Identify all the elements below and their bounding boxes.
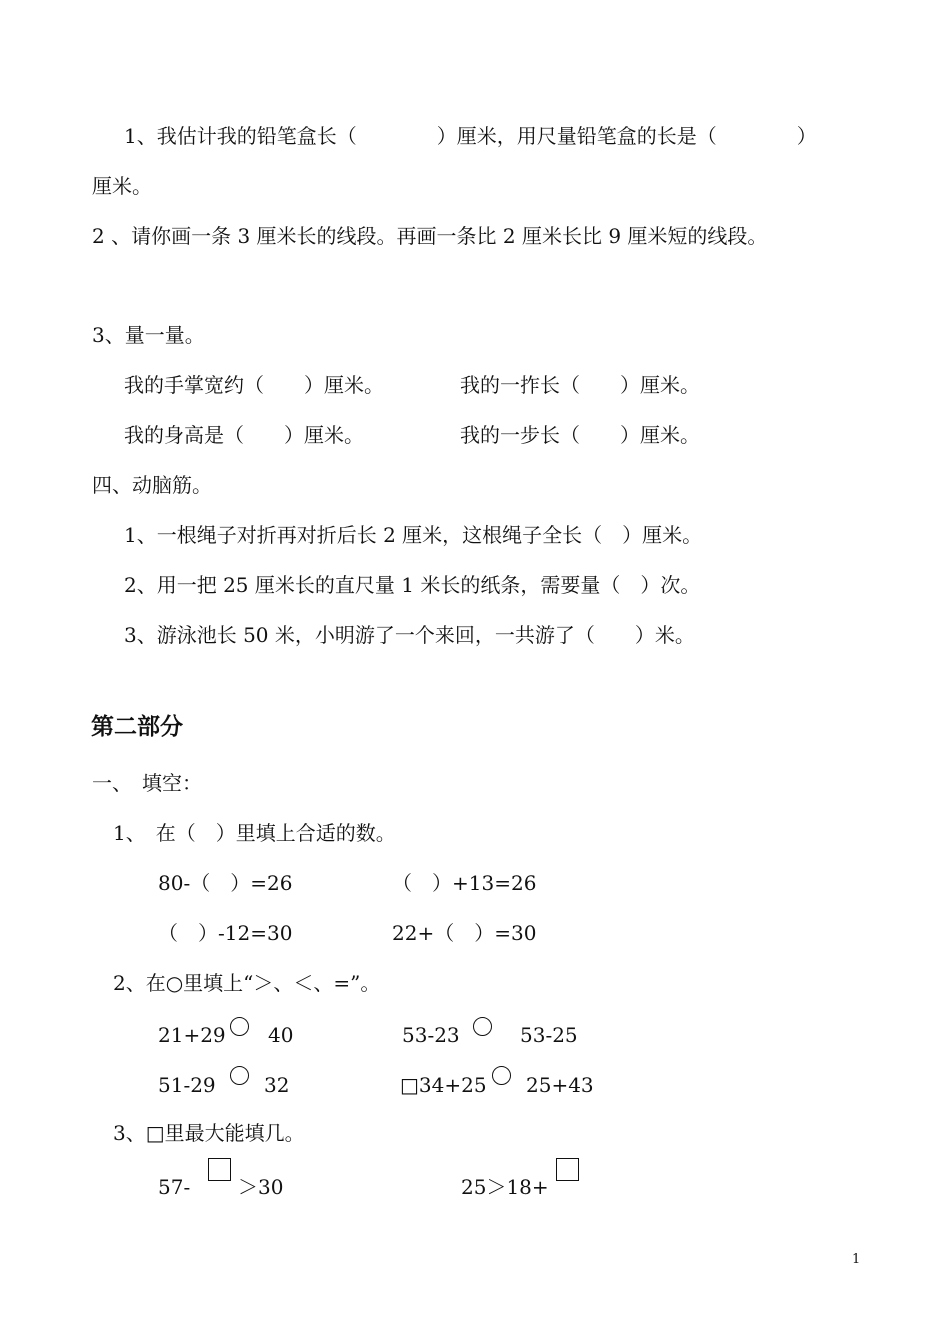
part2-q1-title: 1、 在（ ）里填上合适的数。 [113, 821, 396, 845]
square-icon[interactable] [208, 1158, 231, 1181]
part2-heading: 第二部分 [91, 714, 183, 740]
part2-q2-title: 2、在○里填上“＞、＜、=”。 [113, 971, 381, 995]
square-icon[interactable] [556, 1158, 579, 1181]
box-a-left: 57- [158, 1175, 191, 1199]
circle-icon[interactable] [230, 1066, 249, 1085]
section4-q1: 1、一根绳子对折再对折后长 2 厘米，这根绳子全长（ ）厘米。 [124, 523, 703, 547]
part2-q3-title: 3、□里最大能填几。 [113, 1121, 305, 1145]
equation-d: 22+（ ）=30 [392, 921, 537, 945]
section4-q2: 2、用一把 25 厘米长的直尺量 1 米长的纸条，需要量（ ）次。 [124, 573, 701, 597]
q3-title: 3、量一量。 [92, 323, 205, 347]
q1-line1: 1、我估计我的铅笔盒长（ ）厘米，用尺量铅笔盒的长是（ ） [124, 124, 817, 148]
q1-line2: 厘米。 [92, 174, 152, 198]
q2-text: 2 、请你画一条 3 厘米长的线段。再画一条比 2 厘米长比 9 厘米短的线段。 [92, 224, 768, 248]
q3-height: 我的身高是（ ）厘米。 [124, 423, 364, 447]
equation-c: （ ）-12=30 [158, 921, 293, 945]
part2-section1-title: 一、 填空： [92, 771, 202, 795]
compare-c-right: 32 [264, 1073, 290, 1097]
compare-d-right: 25+43 [526, 1073, 594, 1097]
equation-a: 80-（ ）=26 [158, 871, 293, 895]
box-b-left: 25＞18+ [461, 1175, 549, 1199]
compare-a-right: 40 [268, 1023, 294, 1047]
compare-a-left: 21+29 [158, 1023, 226, 1047]
q3-step-length: 我的一步长（ ）厘米。 [460, 423, 700, 447]
box-a-right: ＞30 [238, 1175, 284, 1199]
compare-b-left: 53-23 [402, 1023, 460, 1047]
compare-b-right: 53-25 [520, 1023, 578, 1047]
circle-icon[interactable] [230, 1017, 249, 1036]
equation-b: （ ）+13=26 [392, 871, 537, 895]
circle-icon[interactable] [473, 1017, 492, 1036]
compare-c-left: 51-29 [158, 1073, 216, 1097]
section4-title: 四、动脑筋。 [92, 473, 212, 497]
q3-span-length: 我的一拃长（ ）厘米。 [460, 373, 700, 397]
compare-d-left: □34+25 [400, 1073, 487, 1097]
q3-palm-width: 我的手掌宽约（ ）厘米。 [124, 373, 384, 397]
page-number: 1 [852, 1252, 861, 1267]
circle-icon[interactable] [492, 1066, 511, 1085]
section4-q3: 3、游泳池长 50 米，小明游了一个来回，一共游了（ ）米。 [124, 623, 695, 647]
